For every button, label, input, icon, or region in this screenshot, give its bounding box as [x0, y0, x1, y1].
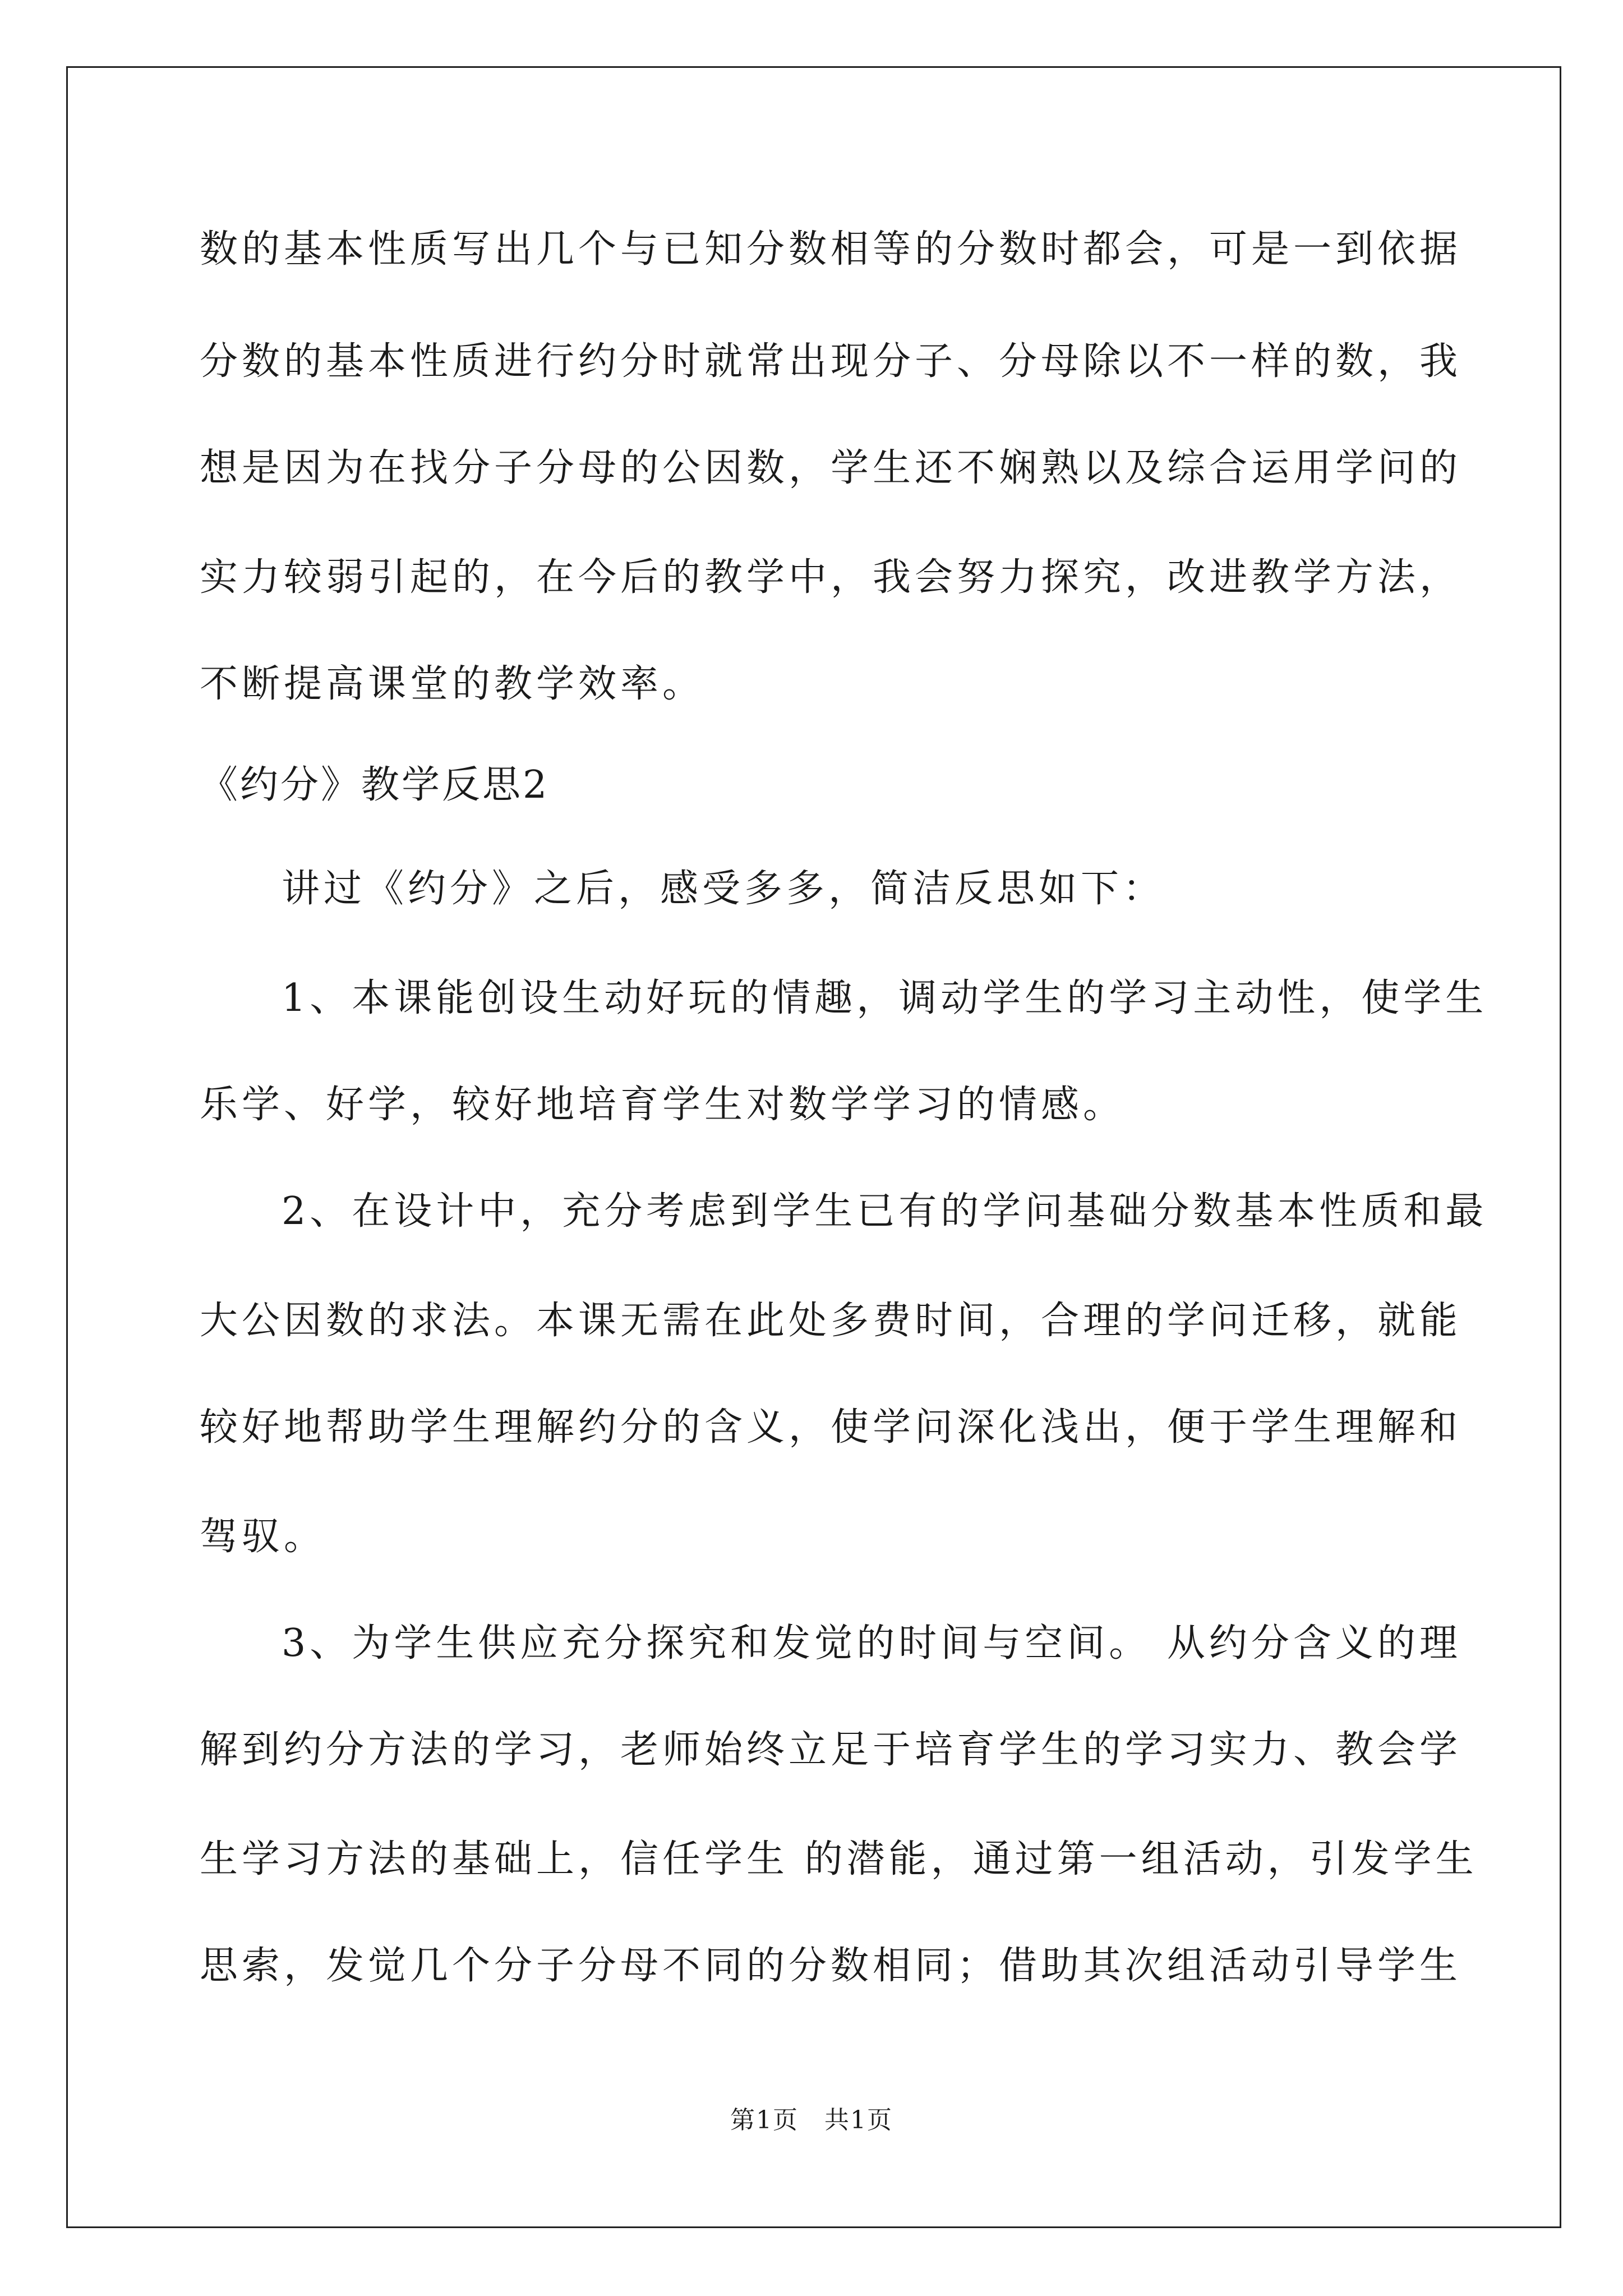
body-text-line: 1、本课能创设生动好玩的情趣，调动学生的学习主动性，使学生: [282, 976, 1488, 1020]
body-text-line: 实力较弱引起的，在今后的教学中，我会努力探究，改进教学方法，: [200, 555, 1462, 600]
body-text-line: 解到约分方法的学习，老师始终立足于培育学生的学习实力、教会学: [200, 1728, 1462, 1772]
body-text-line: 3、为学生供应充分探究和发觉的时间与空间。 从约分含义的理: [282, 1621, 1461, 1665]
page-border: [66, 66, 1561, 2228]
body-text-line: 思索，发觉几个分子分母不同的分数相同；借助其次组活动引导学生: [200, 1944, 1462, 1988]
body-text-line: 较好地帮助学生理解约分的含义，使学问深化浅出，便于学生理解和: [200, 1405, 1462, 1450]
body-text-line: 数的基本性质写出几个与已知分数相等的分数时都会，可是一到依据: [200, 227, 1462, 272]
body-text-line: 乐学、好学，较好地培育学生对数学学习的情感。: [200, 1083, 1126, 1127]
body-text-line: 讲过《约分》之后，感受多多，简洁反思如下：: [282, 867, 1165, 911]
body-text-line: 2、在设计中，充分考虑到学生已有的学问基础分数基本性质和最: [282, 1189, 1488, 1234]
body-text-line: 不断提高课堂的教学效率。: [200, 662, 705, 706]
section-heading: 《约分》教学反思2: [200, 763, 550, 807]
body-text-line: 大公因数的求法。本课无需在此处多费时间，合理的学问迁移，就能: [200, 1299, 1462, 1343]
body-text-line: 生学习方法的基础上，信任学生 的潜能，通过第一组活动，引发学生: [200, 1837, 1478, 1881]
body-text-line: 分数的基本性质进行约分时就常出现分子、分母除以不一样的数，我: [200, 339, 1462, 384]
body-text-line: 想是因为在找分子分母的公因数，学生还不娴熟以及综合运用学问的: [200, 446, 1462, 490]
page-footer: 第1页 共1页: [730, 2106, 893, 2134]
body-text-line: 驾驭。: [200, 1515, 326, 1559]
